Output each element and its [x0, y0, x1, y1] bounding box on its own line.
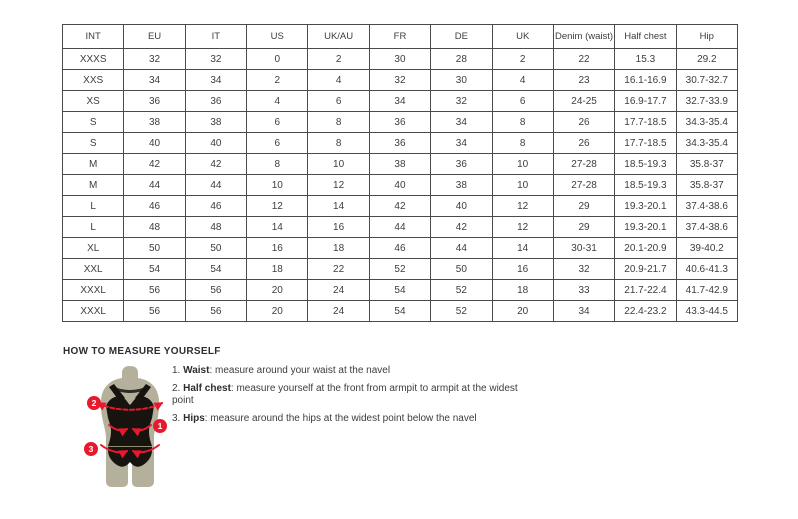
size-table-body — [63, 49, 738, 322]
table-cell: 40 — [185, 133, 246, 154]
table-cell: 8 — [247, 154, 308, 175]
table-cell: 56 — [185, 301, 246, 322]
table-cell: 44 — [431, 238, 492, 259]
size-table-header-row — [63, 25, 738, 49]
table-cell: 30.7-32.7 — [676, 70, 737, 91]
table-cell: 30 — [369, 49, 430, 70]
marker-waist-number: 1 — [157, 421, 163, 431]
table-cell: 17.7-18.5 — [615, 133, 676, 154]
table-cell: 48 — [185, 217, 246, 238]
table-cell: 39-40.2 — [676, 238, 737, 259]
table-cell: 30 — [431, 70, 492, 91]
table-cell: 24-25 — [553, 91, 614, 112]
table-cell: 19.3-20.1 — [615, 196, 676, 217]
table-cell: 54 — [185, 259, 246, 280]
table-cell: 36 — [124, 91, 185, 112]
instruction-term: Half chest — [183, 383, 231, 394]
column-header: FR — [369, 25, 430, 49]
table-cell: 18.5-19.3 — [615, 154, 676, 175]
table-cell: 50 — [431, 259, 492, 280]
table-cell: 20 — [492, 301, 553, 322]
table-cell: 40.6-41.3 — [676, 259, 737, 280]
table-cell: 0 — [247, 49, 308, 70]
table-cell: 56 — [124, 301, 185, 322]
table-cell: 42 — [431, 217, 492, 238]
table-cell: 24 — [308, 301, 369, 322]
table-cell: XL — [63, 238, 124, 259]
table-cell: 50 — [124, 238, 185, 259]
instruction-item: 1. Waist: measure around your waist at the navel — [172, 365, 391, 376]
column-header: IT — [185, 25, 246, 49]
table-cell: 34 — [124, 70, 185, 91]
table-cell: 29.2 — [676, 49, 737, 70]
table-cell: 2 — [308, 49, 369, 70]
table-cell: 27-28 — [553, 154, 614, 175]
table-cell: 30-31 — [553, 238, 614, 259]
table-cell: 29 — [553, 217, 614, 238]
table-row — [63, 49, 738, 70]
table-cell: 38 — [124, 112, 185, 133]
table-cell: 2 — [492, 49, 553, 70]
table-cell: M — [63, 154, 124, 175]
column-header: INT — [63, 25, 124, 49]
table-cell: 20 — [247, 280, 308, 301]
instruction-term: Hips — [183, 413, 205, 424]
table-cell: 34 — [185, 70, 246, 91]
table-cell: 22 — [553, 49, 614, 70]
table-cell: 46 — [185, 196, 246, 217]
table-cell: 10 — [492, 175, 553, 196]
table-cell: 40 — [124, 133, 185, 154]
size-table-head — [63, 25, 738, 49]
table-cell: 54 — [369, 301, 430, 322]
table-cell: 20.9-21.7 — [615, 259, 676, 280]
table-cell: 18.5-19.3 — [615, 175, 676, 196]
column-header: EU — [124, 25, 185, 49]
table-cell: 18 — [308, 238, 369, 259]
table-cell: M — [63, 175, 124, 196]
table-cell: 6 — [247, 133, 308, 154]
table-cell: 34.3-35.4 — [676, 133, 737, 154]
table-cell: 4 — [247, 91, 308, 112]
table-cell: L — [63, 196, 124, 217]
table-cell: 23 — [553, 70, 614, 91]
table-cell: 12 — [492, 217, 553, 238]
table-cell: S — [63, 133, 124, 154]
table-row — [63, 196, 738, 217]
table-cell: 32 — [185, 49, 246, 70]
instruction-item: 3. Hips: measure around the hips at the widest point below the navel — [172, 413, 477, 424]
table-cell: 12 — [308, 175, 369, 196]
table-cell: 20.1-20.9 — [615, 238, 676, 259]
table-cell: 34 — [431, 112, 492, 133]
table-row — [63, 112, 738, 133]
table-cell: 15.3 — [615, 49, 676, 70]
table-cell: 2 — [247, 70, 308, 91]
table-cell: 26 — [553, 133, 614, 154]
table-row — [63, 280, 738, 301]
size-table — [62, 24, 738, 322]
table-cell: XS — [63, 91, 124, 112]
marker-hips — [84, 442, 98, 456]
table-cell: 42 — [124, 154, 185, 175]
table-cell: 54 — [369, 280, 430, 301]
column-header: Denim (waist) — [553, 25, 614, 49]
instruction-list — [172, 365, 532, 431]
table-cell: 22 — [308, 259, 369, 280]
table-cell: 6 — [308, 91, 369, 112]
table-cell: 38 — [431, 175, 492, 196]
table-cell: 54 — [124, 259, 185, 280]
table-cell: 32 — [553, 259, 614, 280]
table-cell: 16 — [492, 259, 553, 280]
table-cell: 52 — [431, 301, 492, 322]
table-cell: S — [63, 112, 124, 133]
measure-section-heading: HOW TO MEASURE YOURSELF — [63, 346, 221, 357]
table-cell: 32 — [431, 91, 492, 112]
table-cell: 34.3-35.4 — [676, 112, 737, 133]
table-cell: 34 — [431, 133, 492, 154]
table-cell: 36 — [369, 133, 430, 154]
table-cell: 21.7-22.4 — [615, 280, 676, 301]
column-header: UK/AU — [308, 25, 369, 49]
table-row — [63, 91, 738, 112]
table-cell: 32 — [369, 70, 430, 91]
table-cell: 10 — [492, 154, 553, 175]
table-cell: XXL — [63, 259, 124, 280]
table-cell: 8 — [308, 133, 369, 154]
table-cell: 24 — [308, 280, 369, 301]
marker-chest — [87, 396, 101, 410]
table-row — [63, 217, 738, 238]
table-cell: 34 — [553, 301, 614, 322]
table-cell: 28 — [431, 49, 492, 70]
table-cell: 12 — [492, 196, 553, 217]
table-cell: 16 — [308, 217, 369, 238]
table-cell: 19.3-20.1 — [615, 217, 676, 238]
table-row — [63, 259, 738, 280]
table-row — [63, 175, 738, 196]
table-cell: 16.1-16.9 — [615, 70, 676, 91]
table-cell: 22.4-23.2 — [615, 301, 676, 322]
table-cell: 6 — [492, 91, 553, 112]
table-cell: 35.8-37 — [676, 154, 737, 175]
table-cell: 8 — [308, 112, 369, 133]
table-cell: 35.8-37 — [676, 175, 737, 196]
table-cell: 36 — [431, 154, 492, 175]
marker-hips-number: 3 — [88, 444, 94, 454]
table-cell: 17.7-18.5 — [615, 112, 676, 133]
column-header: Half chest — [615, 25, 676, 49]
column-header: US — [247, 25, 308, 49]
table-cell: 29 — [553, 196, 614, 217]
table-cell: 4 — [308, 70, 369, 91]
table-cell: 16.9-17.7 — [615, 91, 676, 112]
table-cell: 6 — [247, 112, 308, 133]
table-cell: L — [63, 217, 124, 238]
table-cell: 20 — [247, 301, 308, 322]
instruction-term: Waist — [183, 365, 210, 376]
table-cell: XXXS — [63, 49, 124, 70]
column-header: UK — [492, 25, 553, 49]
table-cell: 10 — [247, 175, 308, 196]
table-cell: 32 — [124, 49, 185, 70]
marker-chest-number: 2 — [91, 398, 97, 408]
table-cell: 52 — [431, 280, 492, 301]
table-cell: 26 — [553, 112, 614, 133]
table-cell: 40 — [369, 175, 430, 196]
table-row — [63, 301, 738, 322]
table-cell: XXXL — [63, 280, 124, 301]
table-cell: 41.7-42.9 — [676, 280, 737, 301]
table-cell: 50 — [185, 238, 246, 259]
table-cell: 33 — [553, 280, 614, 301]
table-cell: 14 — [492, 238, 553, 259]
table-cell: 52 — [369, 259, 430, 280]
table-cell: 46 — [369, 238, 430, 259]
table-cell: 42 — [185, 154, 246, 175]
table-cell: 8 — [492, 112, 553, 133]
table-cell: 18 — [492, 280, 553, 301]
table-cell: 36 — [185, 91, 246, 112]
table-cell: 18 — [247, 259, 308, 280]
table-cell: XXXL — [63, 301, 124, 322]
table-cell: 44 — [369, 217, 430, 238]
table-cell: 10 — [308, 154, 369, 175]
table-cell: 4 — [492, 70, 553, 91]
table-cell: 38 — [185, 112, 246, 133]
table-cell: 38 — [369, 154, 430, 175]
table-cell: 32.7-33.9 — [676, 91, 737, 112]
table-row — [63, 133, 738, 154]
table-cell: 56 — [185, 280, 246, 301]
table-row — [63, 238, 738, 259]
table-cell: 37.4-38.6 — [676, 217, 737, 238]
column-header: DE — [431, 25, 492, 49]
table-cell: 40 — [431, 196, 492, 217]
table-row — [63, 70, 738, 91]
table-cell: 46 — [124, 196, 185, 217]
instruction-item: 2. Half chest: measure yourself at the front from armpit to armpit at the widest point — [172, 383, 518, 406]
table-cell: 16 — [247, 238, 308, 259]
table-cell: 27-28 — [553, 175, 614, 196]
table-cell: 48 — [124, 217, 185, 238]
table-cell: 43.3-44.5 — [676, 301, 737, 322]
table-cell: XXS — [63, 70, 124, 91]
table-cell: 42 — [369, 196, 430, 217]
table-cell: 44 — [185, 175, 246, 196]
table-cell: 37.4-38.6 — [676, 196, 737, 217]
column-header: Hip — [676, 25, 737, 49]
table-cell: 14 — [308, 196, 369, 217]
table-cell: 34 — [369, 91, 430, 112]
table-cell: 44 — [124, 175, 185, 196]
table-cell: 36 — [369, 112, 430, 133]
table-row — [63, 154, 738, 175]
table-cell: 12 — [247, 196, 308, 217]
table-cell: 14 — [247, 217, 308, 238]
table-cell: 56 — [124, 280, 185, 301]
marker-waist — [153, 419, 167, 433]
table-cell: 8 — [492, 133, 553, 154]
